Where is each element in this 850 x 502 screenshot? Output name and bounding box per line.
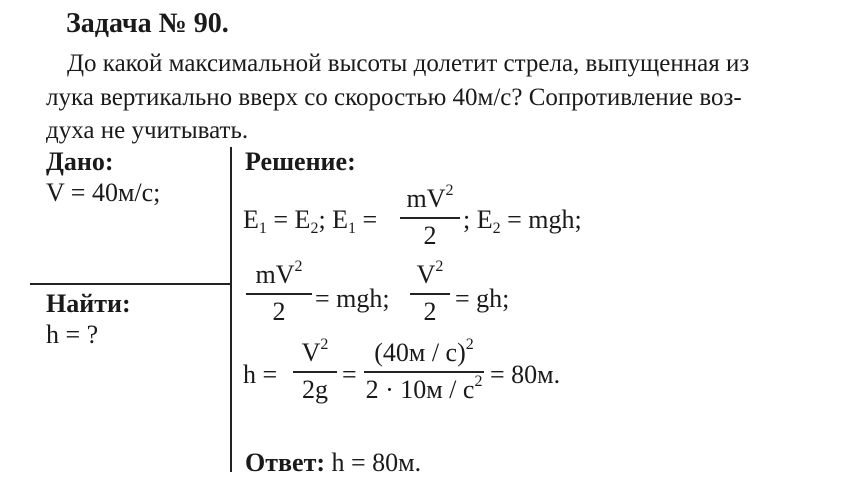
equation-3-h: h = <box>243 360 278 389</box>
equation-2-mgh: = mgh; <box>315 284 390 313</box>
equation-1-left: $E_1 = E_2$; $E_1$ = <box>243 205 378 237</box>
fraction-speed-over-accel: (40м / с)$^2$ $2 \cdot 10м / с^2$ <box>365 336 483 404</box>
problem-text-line-1: До какой максимальной высоты долетит стрела, выпущенная из <box>67 50 750 77</box>
equation-3-result: = 80м. <box>490 360 561 389</box>
problem-text-line-2: лука вертикально вверх со скоростью 40м/с? Сопротивление воз- <box>46 84 742 111</box>
given-value: V = 40м/с; <box>46 178 161 207</box>
fraction-mv2-over-2: $mV^2$ 2 <box>400 186 460 249</box>
answer-label: Ответ: <box>245 448 326 477</box>
answer-value: h = 80м. <box>325 448 422 477</box>
given-heading: Дано: <box>46 147 114 176</box>
equation-3-equals: = <box>342 360 357 389</box>
find-value: h = ? <box>46 320 99 349</box>
problem-title: Задача № 90. <box>66 8 229 39</box>
find-heading: Найти: <box>46 289 131 318</box>
problem-text-line-3: духа не учитывать. <box>46 117 249 144</box>
fraction-v2-over-2g: $V^2$ 2g <box>293 340 337 403</box>
answer-line <box>245 448 421 478</box>
equation-2-gh: = gh; <box>455 284 510 313</box>
vertical-divider <box>230 147 232 472</box>
equation-1-right: ; $E_2$ = mgh; <box>463 205 582 237</box>
horizontal-divider <box>30 283 230 285</box>
fraction-v2-over-2: $V^2$ 2 <box>410 262 450 325</box>
fraction-mv2-over-2-b: $mV^2$ 2 <box>246 262 312 325</box>
solution-heading: Решение: <box>245 147 356 176</box>
